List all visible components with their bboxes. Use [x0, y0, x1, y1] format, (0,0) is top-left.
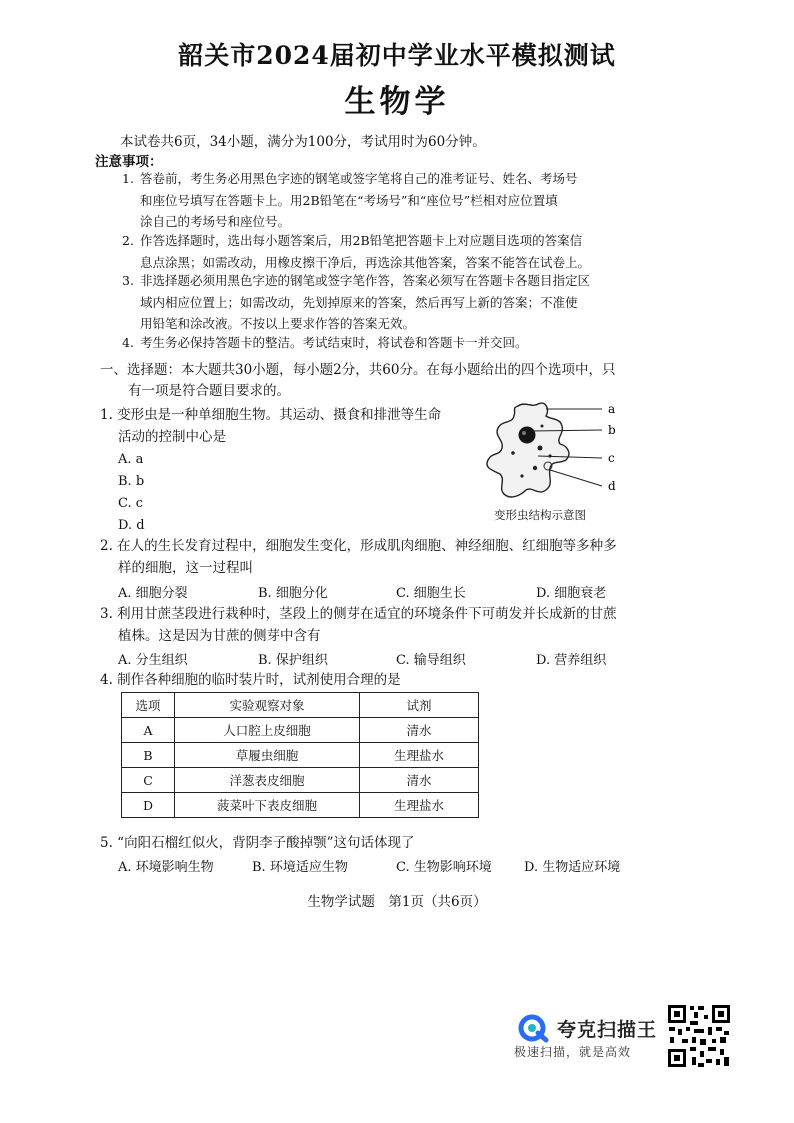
question-2-stem-cont: 样的细胞，这一过程叫 — [118, 560, 253, 576]
table-cell: C — [122, 768, 175, 793]
exam-intro: 本试卷共6页，34小题，满分为100分，考试用时为60分钟。 — [120, 134, 486, 150]
table-cell: 草履虫细胞 — [175, 743, 360, 768]
question-3-stem: 3. 利用甘蔗茎段进行栽种时，茎段上的侧芽在适宜的环境条件下可萌发并长成新的甘蔗 — [100, 606, 617, 622]
experiment-table — [121, 692, 479, 818]
question-2-option-c: C. 细胞生长 — [396, 586, 466, 601]
table-cell: A — [122, 718, 175, 743]
question-1-option-c: C. c — [118, 496, 144, 511]
table-header: 试剂 — [360, 693, 479, 718]
question-3-option-b: B. 保护组织 — [258, 653, 328, 668]
table-row — [122, 743, 479, 768]
notice-line: 答卷前，考生务必用黑色字迹的钢笔或签字笔将自己的准考证号、姓名、考场号 — [140, 171, 578, 186]
scanner-brand-slogan: 极速扫描，就是高效 — [514, 1045, 632, 1059]
diagram-label-a: a — [608, 402, 616, 416]
diagram-label-c: c — [608, 451, 615, 465]
notice-line: 域内相应位置上；如需改动，先划掉原来的答案，然后再写上新的答案；不准使 — [140, 294, 578, 310]
notice-number: 3. — [122, 273, 134, 288]
table-cell: 清水 — [360, 718, 479, 743]
section-heading-cont: 有一项是符合题目要求的。 — [128, 383, 290, 399]
question-1-option-a: A. a — [118, 452, 144, 467]
scanner-watermark — [514, 1015, 662, 1075]
question-5-option-b: B. 环境适应生物 — [252, 860, 348, 875]
question-3-stem-cont: 植株。这是因为甘蔗的侧芽中含有 — [118, 628, 321, 644]
table-cell: D — [122, 793, 175, 818]
notice-line: 用铅笔和涂改液。不按以上要求作答的答案无效。 — [140, 316, 416, 331]
question-3-option-c: C. 输导组织 — [396, 653, 466, 668]
notice-line: 息点涂黑；如需改动，用橡皮擦干净后，再选涂其他答案，答案不能答在试卷上。 — [140, 254, 591, 270]
exam-title: 韶关市2024届初中学业水平模拟测试 — [178, 41, 616, 70]
question-4-stem: 4. 制作各种细胞的临时装片时，试剂使用合理的是 — [100, 672, 401, 688]
question-1-option-d: D. d — [118, 518, 145, 533]
table-header: 实验观察对象 — [175, 693, 360, 718]
table-cell: B — [122, 743, 175, 768]
table-cell: 生理盐水 — [360, 793, 479, 818]
question-3-option-d: D. 营养组织 — [536, 653, 607, 668]
question-2-option-d: D. 细胞衰老 — [536, 586, 607, 601]
question-5-option-c: C. 生物影响环境 — [396, 860, 492, 875]
question-3-option-a: A. 分生组织 — [118, 653, 188, 668]
question-5-stem: 5. “向阳石榴红似火，背阴李子酸掉颚”这句话体现了 — [100, 835, 415, 851]
table-header: 选项 — [122, 693, 175, 718]
qr-code-icon — [666, 1003, 732, 1069]
question-1-stem-cont: 活动的控制中心是 — [118, 429, 226, 445]
notice-line: 涂自己的考场号和座位号。 — [140, 214, 291, 229]
scanner-logo-icon — [516, 1013, 550, 1043]
notice-line: 非选择题必须用黑色字迹的钢笔或签字笔作答，答案必须写在答题卡各题目指定区 — [140, 273, 591, 288]
diagram-label-d: d — [608, 479, 616, 493]
table-row — [122, 768, 479, 793]
subject-title: 生物学 — [344, 84, 450, 120]
question-5-option-a: A. 环境影响生物 — [118, 860, 214, 875]
diagram-label-b: b — [608, 423, 616, 437]
table-cell: 洋葱表皮细胞 — [175, 768, 360, 793]
table-cell: 生理盐水 — [360, 743, 479, 768]
notice-line: 作答选择题时，选出每小题答案后，用2B铅笔把答题卡上对应题目选项的答案信 — [140, 233, 583, 248]
notice-number: 1. — [122, 171, 134, 186]
scanner-brand-name: 夸克扫描王 — [557, 1019, 658, 1041]
table-cell: 菠菜叶下表皮细胞 — [175, 793, 360, 818]
amoeba-diagram — [480, 398, 640, 513]
question-5-option-d: D. 生物适应环境 — [524, 860, 621, 875]
notice-title: 注意事项： — [95, 154, 163, 170]
question-1-stem: 1. 变形虫是一种单细胞生物。其运动、摄食和排泄等生命 — [100, 407, 442, 423]
notice-line: 和座位号填写在答题卡上。用2B铅笔在“考场号”和“座位号”栏相对应位置填 — [140, 192, 558, 208]
question-2-option-a: A. 细胞分裂 — [118, 586, 188, 601]
question-2-option-b: B. 细胞分化 — [258, 586, 328, 601]
question-2-stem: 2. 在人的生长发育过程中，细胞发生变化，形成肌肉细胞、神经细胞、红细胞等多种多 — [100, 538, 617, 554]
table-header-row — [122, 693, 479, 718]
question-1-option-b: B. b — [118, 474, 145, 489]
table-cell: 清水 — [360, 768, 479, 793]
notice-number: 4. — [122, 335, 134, 350]
notice-number: 2. — [122, 233, 134, 248]
diagram-caption: 变形虫结构示意图 — [494, 508, 586, 522]
section-heading: 一、选择题：本大题共30小题，每小题2分，共60分。在每小题给出的四个选项中，只 — [100, 362, 616, 378]
notice-line: 考生务必保持答题卡的整洁。考试结束时，将试卷和答题卡一并交回。 — [140, 335, 528, 350]
table-cell: 人口腔上皮细胞 — [175, 718, 360, 743]
page-footer: 生物学试题 第1页（共6页） — [307, 894, 487, 910]
table-row — [122, 793, 479, 818]
table-row — [122, 718, 479, 743]
